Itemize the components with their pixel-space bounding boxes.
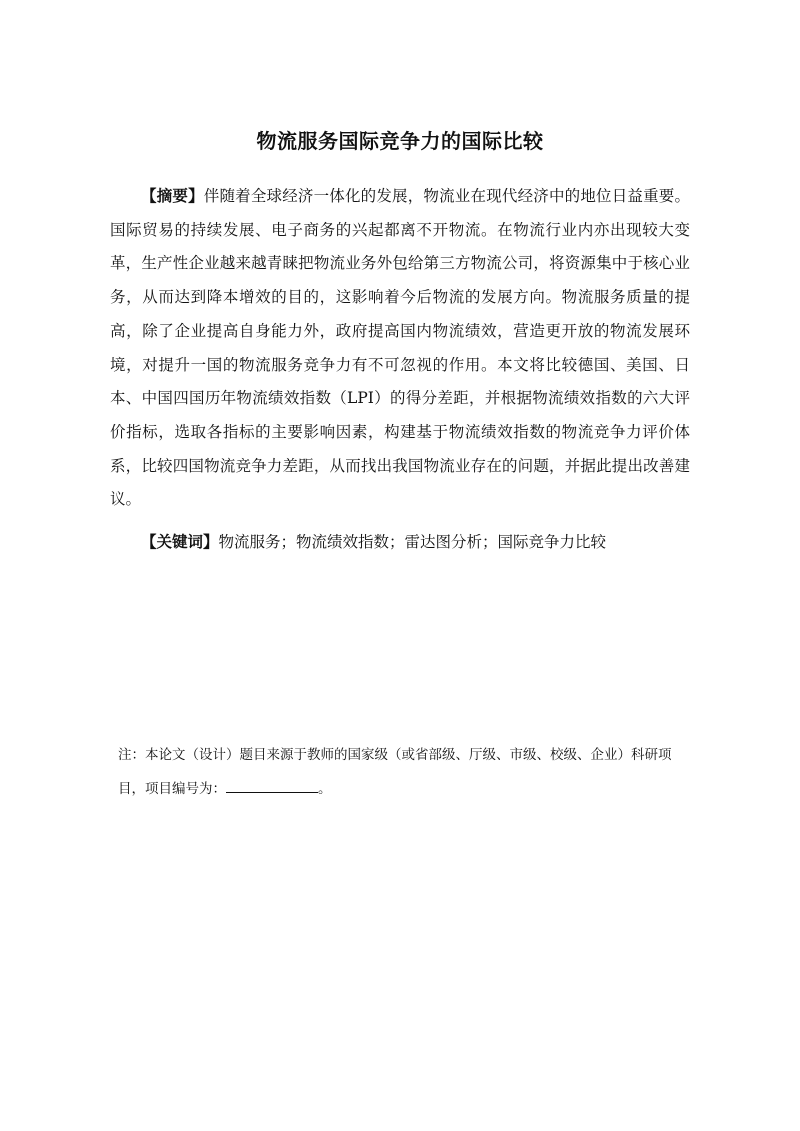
abstract-paragraph xyxy=(110,180,690,517)
project-number-blank xyxy=(226,778,318,793)
abstract-text: 伴随着全球经济一体化的发展，物流业在现代经济中的地位日益重要。国际贸易的持续发展、电子商务的兴起都离不开物流。在物流行业内亦出现较大变革，生产性企业越来越青睐把物流业务外包给第三方物流公司，将资源集中于核心业务，从而达到降本增效的目的，这影响着今后物流的发展方向。物流服务质量的提高，除了企业提高自身能力外，政府提高国内物流绩效，营造更开放的物流发展环境，对提升一国的物流服务竞争力有不可忽视的作用。本文将比较德国、美国、日本、中国四国历年物流绩效指数（LPI）的得分差距，并根据物流绩效指数的六大评价指标，选取各指标的主要影响因素，构建基于物流绩效指数的物流竞争力评价体系，比较四国物流竞争力差距，从而找出我国物流业存在的问题，并据此提出改善建议。 xyxy=(110,187,690,509)
abstract-label: 【摘要】 xyxy=(141,187,204,205)
keywords-text: 物流服务；物流绩效指数；雷达图分析；国际竞争力比较 xyxy=(218,533,607,551)
keywords-label: 【关键词】 xyxy=(141,533,219,551)
keywords-paragraph xyxy=(110,526,690,559)
page-title: 物流服务国际竞争力的国际比较 xyxy=(256,129,544,153)
footnote-end: 。 xyxy=(318,781,332,797)
footnote-paragraph xyxy=(118,738,698,806)
footnote-text: 注：本论文（设计）题目来源于教师的国家级（或省部级、厅级、市级、校级、企业）科研项目，项目编号为： xyxy=(118,747,672,797)
